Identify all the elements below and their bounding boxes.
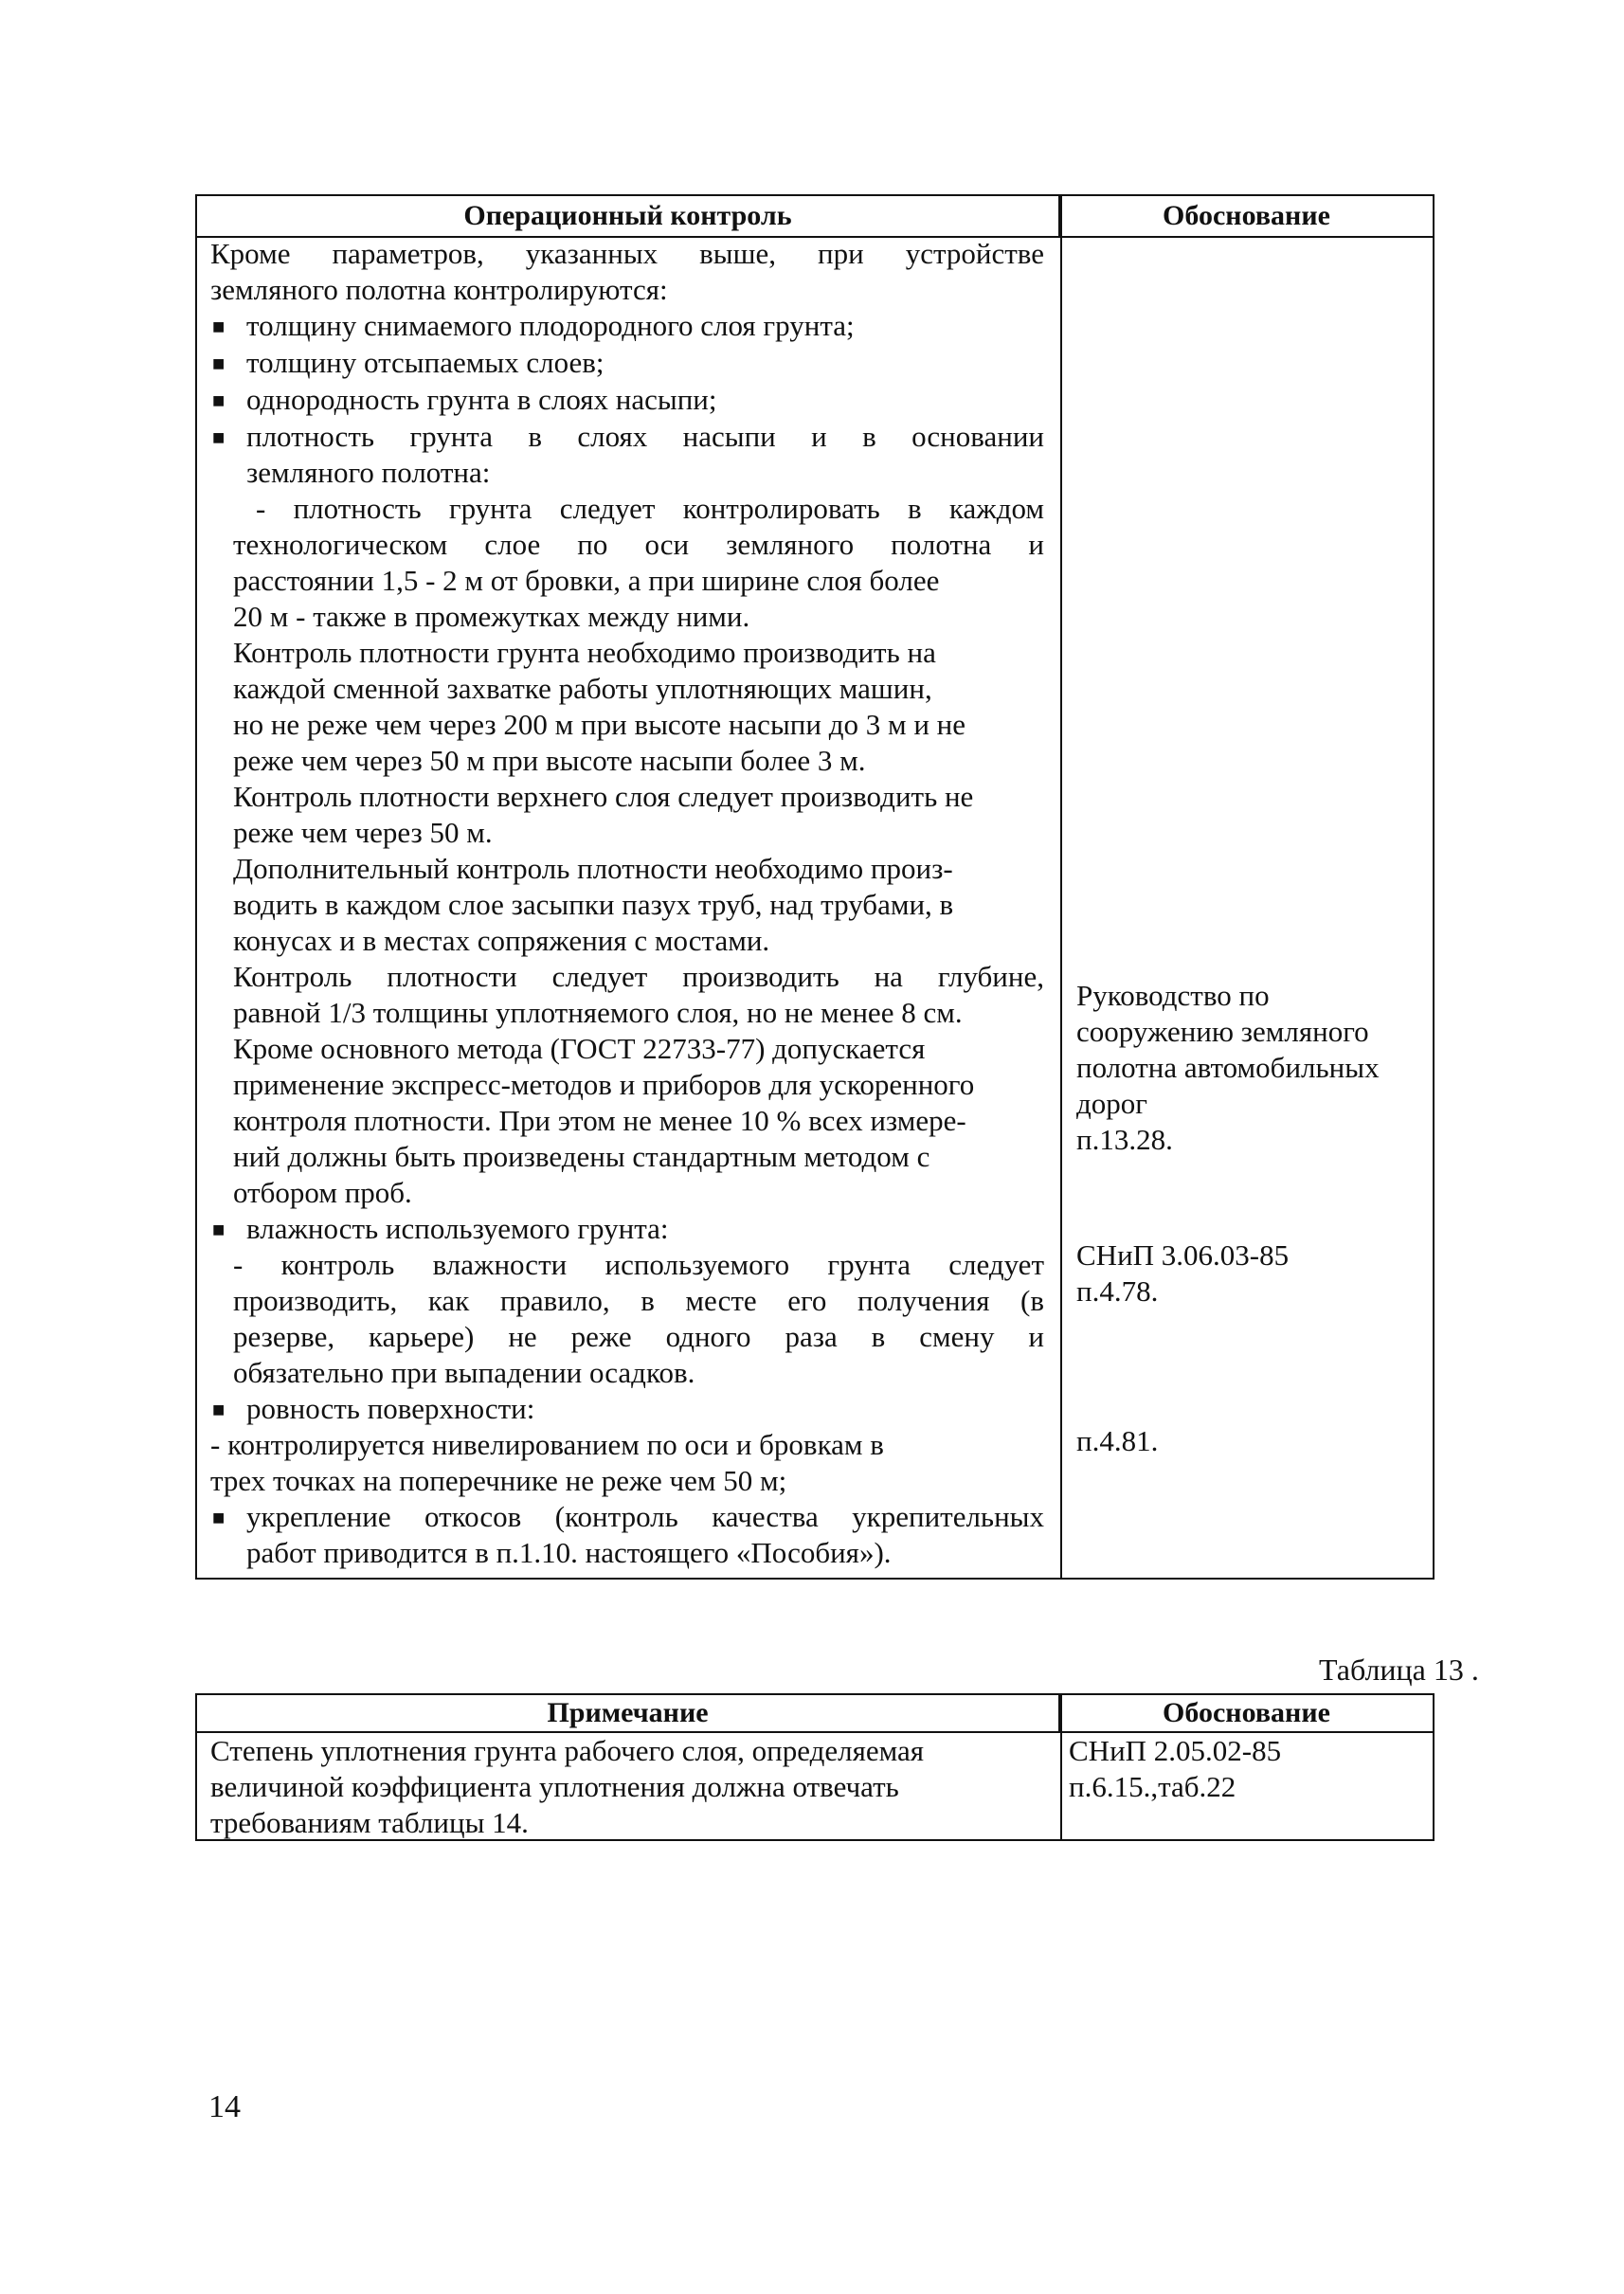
text-line: Кроме параметров, указанных выше, при устройстве: [210, 237, 1044, 270]
text-line: Контроль плотности грунта необходимо производить на: [233, 636, 936, 669]
bullet-item: ■ укрепление откосов (контроль качества укрепительных: [246, 1499, 1044, 1535]
text-line: - контролируется нивелированием по оси и бровкам в: [210, 1428, 884, 1461]
text-line: реже чем через 50 м.: [233, 816, 493, 849]
page-number: 14: [208, 2089, 241, 2124]
reference-text: сооружению земляного: [1076, 1015, 1369, 1048]
text-line: контроля плотности. При этом не менее 10 % всех измере-: [233, 1104, 966, 1137]
bullet-item: ■ ровность поверхности:: [246, 1391, 534, 1427]
text-line: равной 1/3 толщины уплотняемого слоя, но не менее 8 см.: [233, 996, 963, 1029]
header-justification: Обоснование: [1163, 1697, 1330, 1728]
text-line: ний должны быть произведены стандартным методом с: [233, 1140, 930, 1173]
text-line: производить, как правило, в месте его получения (в: [233, 1284, 1044, 1317]
control-table: [195, 194, 1435, 1580]
column-divider: [1060, 1695, 1062, 1839]
text-line: Контроль плотности верхнего слоя следует производить не: [233, 780, 974, 813]
text-line: трех точках на поперечнике не реже чем 50 м;: [210, 1464, 787, 1497]
reference-text: п.4.81.: [1076, 1424, 1159, 1457]
column-divider: [1060, 196, 1062, 1578]
text-line: обязательно при выпадении осадков.: [233, 1356, 695, 1389]
text-line: Дополнительный контроль плотности необходимо произ-: [233, 852, 953, 885]
reference-text: п.4.78.: [1076, 1274, 1159, 1308]
reference-text: п.13.28.: [1076, 1123, 1173, 1156]
bullet-item: ■ однородность грунта в слоях насыпи;: [246, 382, 717, 418]
text-line: технологическом слое по оси земляного полотна и: [233, 528, 1044, 561]
note-line: Степень уплотнения грунта рабочего слоя, определяемая: [210, 1734, 925, 1767]
text-line: земляного полотна:: [246, 456, 491, 489]
text-line: 20 м - также в промежутках между ними.: [233, 600, 750, 633]
text-line: - плотность грунта следует контролировать в каждом: [256, 492, 1044, 525]
text-line: работ приводится в п.1.10. настоящего «Пособия»).: [246, 1536, 892, 1569]
bullet-item: ■ толщину отсыпаемых слоев;: [246, 345, 604, 381]
text-line: резерве, карьере) не реже одного раза в смену и: [233, 1320, 1044, 1353]
reference-text: Руководство по: [1076, 979, 1270, 1012]
text-line: расстоянии 1,5 - 2 м от бровки, а при ширине слоя более: [233, 564, 940, 597]
bullet-item: ■ плотность грунта в слоях насыпи и в основании: [246, 419, 1044, 455]
note-table-header: [197, 1695, 1433, 1733]
bullet-item: ■ толщину снимаемого плодородного слоя грунта;: [246, 308, 855, 344]
reference-text: СНиП 3.06.03-85: [1076, 1238, 1290, 1272]
note-line: требованиям таблицы 14.: [210, 1806, 529, 1839]
table-caption: Таблица 13 .: [1319, 1653, 1479, 1687]
reference-text: полотна автомобильных: [1076, 1051, 1380, 1084]
text-line: водить в каждом слое засыпки пазух труб, над трубами, в: [233, 888, 954, 921]
text-line: реже чем через 50 м при высоте насыпи более 3 м.: [233, 744, 866, 777]
text-line: каждой сменной захватке работы уплотняющих машин,: [233, 672, 932, 705]
header-note: Примечание: [197, 1695, 1060, 1731]
reference-text: СНиП 2.05.02-85: [1069, 1734, 1282, 1767]
bullet-item: ■ влажность используемого грунта:: [246, 1211, 669, 1247]
text-line: конусах и в местах сопряжения с мостами.: [233, 924, 770, 957]
text-line: отбором проб.: [233, 1176, 412, 1209]
reference-text: дорог: [1076, 1087, 1147, 1120]
header-operational-control: Операционный контроль: [197, 196, 1060, 236]
text-line: земляного полотна контролируются:: [210, 273, 668, 306]
text-line: но не реже чем через 200 м при высоте насыпи до 3 м и не: [233, 708, 966, 741]
note-line: величиной коэффициента уплотнения должна отвечать: [210, 1770, 899, 1803]
reference-text: п.6.15.,таб.22: [1069, 1770, 1236, 1803]
text-line: - контроль влажности используемого грунта следует: [233, 1248, 1044, 1281]
header-justification: Обоснование: [1163, 200, 1330, 231]
text-line: Контроль плотности следует производить на глубине,: [233, 960, 1044, 993]
control-table-header: [197, 196, 1433, 238]
text-line: Кроме основного метода (ГОСТ 22733-77) допускается: [233, 1032, 926, 1065]
text-line: применение экспресс-методов и приборов для ускоренного: [233, 1068, 975, 1101]
note-table: [195, 1693, 1435, 1841]
